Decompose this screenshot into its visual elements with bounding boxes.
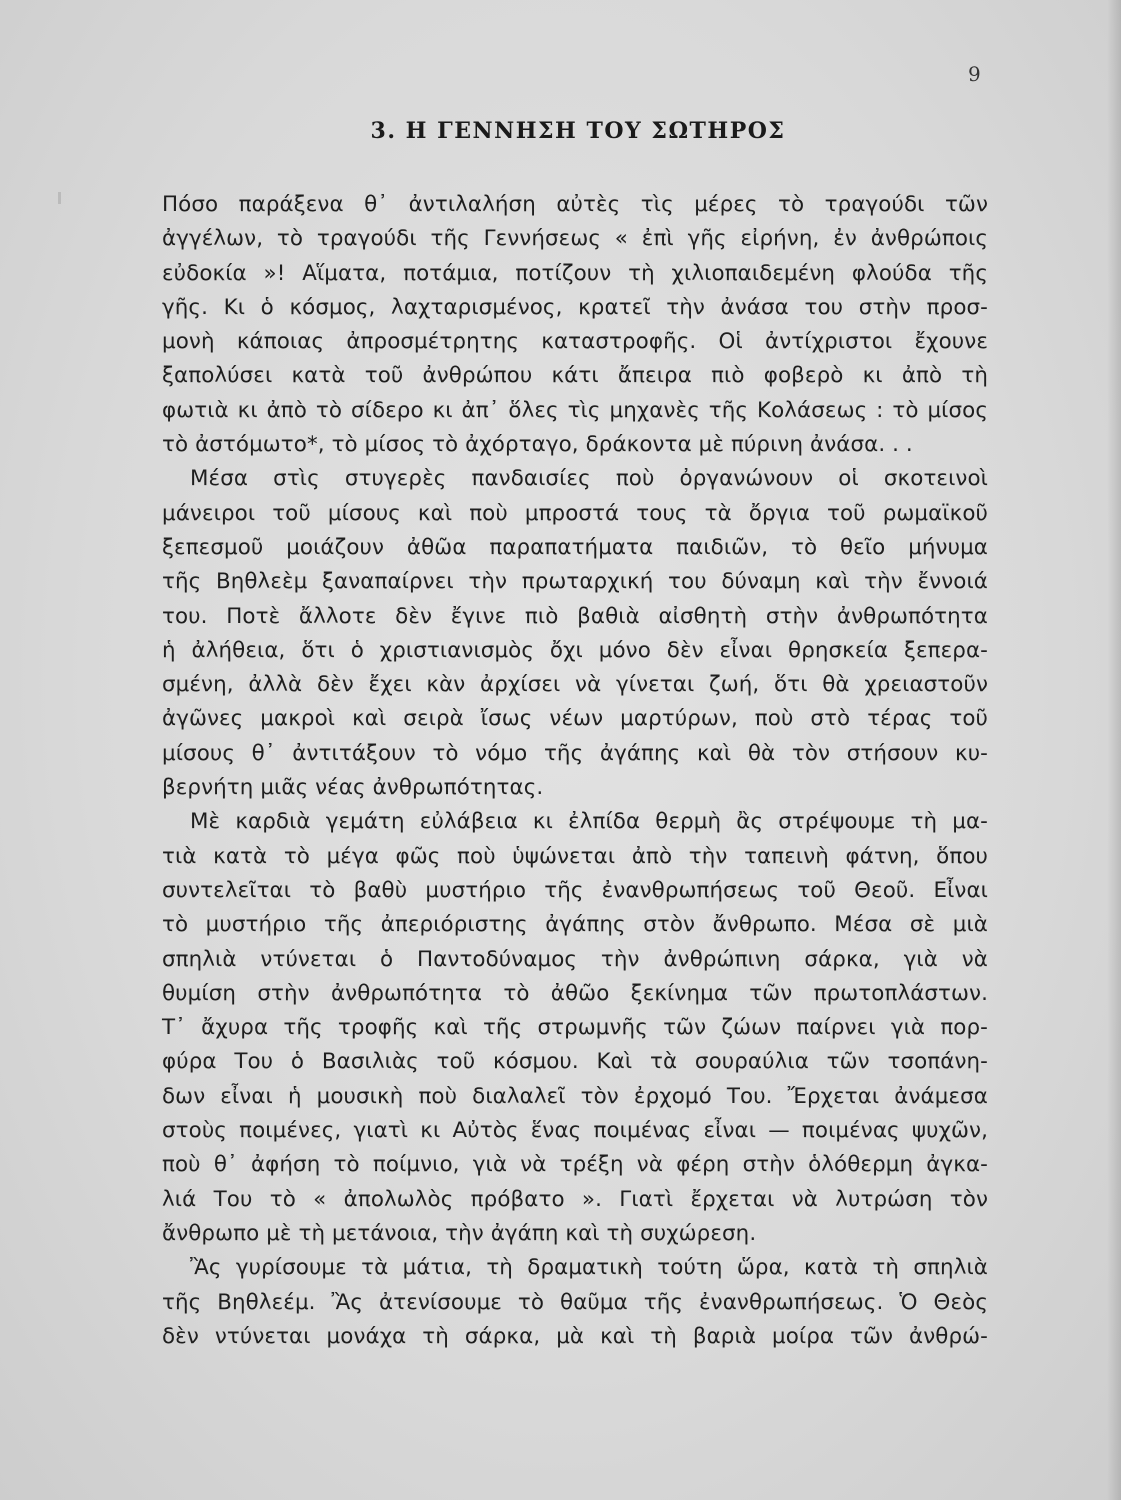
text-line: μίσους θ᾿ ἀντιτάξουν τὸ νόμο τῆς ἀγάπης καὶ θὰ τὸν στήσουν κυ-	[162, 740, 988, 766]
text-line: τὸ μυστήριο τῆς ἀπεριόριστης ἀγάπης στὸν ἄνθρωπο. Μέσα σὲ μιὰ	[162, 912, 988, 938]
text-line: φωτιὰ κι ἀπὸ τὸ σίδερο κι ἀπ᾿ ὅλες τὶς μηχανὲς τῆς Κολάσεως : τὸ μίσος	[162, 397, 988, 423]
text-line: γῆς. Κι ὁ κόσμος, λαχταρισμένος, κρατεῖ τὴν ἀνάσα του στὴν προσ-	[162, 294, 988, 320]
text-line: Τ᾿ ἄχυρα τῆς τροφῆς καὶ τῆς στρωμνῆς τῶν ζώων παίρνει γιὰ πορ-	[162, 1015, 988, 1041]
text-line: βερνήτη μιᾶς νέας ἀνθρωπότητας.	[162, 775, 544, 801]
text-line: τὸ ἀστόμωτο*, τὸ μίσος τὸ ἀχόρταγο, δράκοντα μὲ πύρινη ἀνάσα. . .	[162, 432, 913, 458]
text-line: ἡ ἀλήθεια, ὅτι ὁ χριστιανισμὸς ὄχι μόνο δὲν εἶναι θρησκεία ξεπερα-	[162, 637, 988, 663]
text-line: θυμίση στὴν ἀνθρωπότητα τὸ ἀθῶο ξεκίνημα τῶν πρωτοπλάστων.	[162, 980, 988, 1006]
text-line: Πόσο παράξενα θ᾿ ἀντιλαλήση αὐτὲς τὶς μέρες τὸ τραγούδι τῶν	[162, 192, 988, 217]
text-line: συντελεῖται τὸ βαθὺ μυστήριο τῆς ἐνανθρωπήσεως τοῦ Θεοῦ. Εἶναι	[162, 877, 988, 903]
text-line: σπηλιὰ ντύνεται ὁ Παντοδύναμος τὴν ἀνθρώπινη σάρκα, γιὰ νὰ	[162, 946, 988, 972]
text-line: ποὺ θ᾿ ἀφήση τὸ ποίμνιο, γιὰ νὰ τρέξη νὰ φέρη στὴν ὁλόθερμη ἀγκα-	[162, 1152, 988, 1178]
text-line: εὐδοκία »! Αἵματα, ποτάμια, ποτίζουν τὴ χιλιοπαιδεμένη φλούδα τῆς	[162, 260, 988, 286]
scan-speck	[58, 192, 61, 204]
text-line: σμένη, ἀλλὰ δὲν ἔχει κὰν ἀρχίσει νὰ γίνεται ζωή, ὅτι θὰ χρειαστοῦν	[162, 672, 988, 698]
text-line: ἀγῶνες μακροὶ καὶ σειρὰ ἴσως νέων μαρτύρων, ποὺ στὸ τέρας τοῦ	[162, 706, 988, 732]
text-line: Μὲ καρδιὰ γεμάτη εὐλάβεια κι ἐλπίδα θερμὴ ἂς στρέψουμε τὴ μα-	[190, 809, 988, 835]
text-line: τῆς Βηθλεὲμ ξαναπαίρνει τὴν πρωταρχική του δύναμη καὶ τὴν ἔννοιά	[162, 569, 988, 595]
text-line: δων εἶναι ἡ μουσικὴ ποὺ διαλαλεῖ τὸν ἐρχομό Του. Ἔρχεται ἀνάμεσα	[162, 1083, 988, 1109]
text-line: ξαπολύσει κατὰ τοῦ ἀνθρώπου κάτι ἄπειρα πιὸ φοβερὸ κι ἀπὸ τὴ	[162, 363, 988, 389]
page-edge-shadow	[1107, 0, 1121, 1500]
text-line: τιὰ κατὰ τὸ μέγα φῶς ποὺ ὑψώνεται ἀπὸ τὴν ταπεινὴ φάτνη, ὅπου	[162, 843, 988, 869]
page-number: 9	[968, 62, 981, 86]
text-line: λιά Του τὸ « ἀπολωλὸς πρόβατο ». Γιατὶ ἔρχεται νὰ λυτρώση τὸν	[162, 1186, 988, 1212]
text-line: δὲν ντύνεται μονάχα τὴ σάρκα, μὰ καὶ τὴ βαριὰ μοίρα τῶν ἀνθρώ-	[162, 1323, 988, 1349]
text-line: στοὺς ποιμένες, γιατὶ κι Αὐτὸς ἕνας ποιμένας εἶναι — ποιμένας ψυχῶν,	[162, 1118, 988, 1144]
text-line: ἀγγέλων, τὸ τραγούδι τῆς Γεννήσεως « ἐπὶ γῆς εἰρήνη, ἐν ἀνθρώποις	[162, 226, 988, 252]
text-line: μάνειροι τοῦ μίσους καὶ ποὺ μπροστά τους τὰ ὄργια τοῦ ρωμαϊκοῦ	[162, 500, 988, 526]
body-text	[162, 188, 988, 1354]
text-line: ἄνθρωπο μὲ τὴ μετάνοια, τὴν ἀγάπη καὶ τὴ συχώρεση.	[162, 1220, 757, 1246]
text-line: του. Ποτὲ ἄλλοτε δὲν ἔγινε πιὸ βαθιὰ αἰσθητὴ στὴν ἀνθρωπότητα	[162, 603, 988, 629]
chapter-title: 3. Η ΓΕΝΝΗΣΗ ΤΟΥ ΣΩΤΗΡΟΣ	[370, 118, 786, 144]
text-line: μονὴ κάποιας ἀπροσμέτρητης καταστροφῆς. Οἱ ἀντίχριστοι ἔχουνε	[162, 329, 988, 355]
text-line: φύρα Του ὁ Βασιλιὰς τοῦ κόσμου. Καὶ τὰ σουραύλια τῶν τσοπάνη-	[162, 1049, 988, 1075]
text-line: ξεπεσμοῦ μοιάζουν ἀθῶα παραπατήματα παιδιῶν, τὸ θεῖο μήνυμα	[162, 534, 988, 560]
text-line: Ἂς γυρίσουμε τὰ μάτια, τὴ δραματικὴ τούτη ὥρα, κατὰ τὴ σπηλιὰ	[190, 1255, 988, 1281]
text-line: τῆς Βηθλεέμ. Ἂς ἀτενίσουμε τὸ θαῦμα τῆς ἐνανθρωπήσεως. Ὁ Θεὸς	[162, 1289, 988, 1315]
text-line: Μέσα στὶς στυγερὲς πανδαισίες ποὺ ὀργανώνουν οἱ σκοτεινοὶ	[190, 466, 988, 492]
